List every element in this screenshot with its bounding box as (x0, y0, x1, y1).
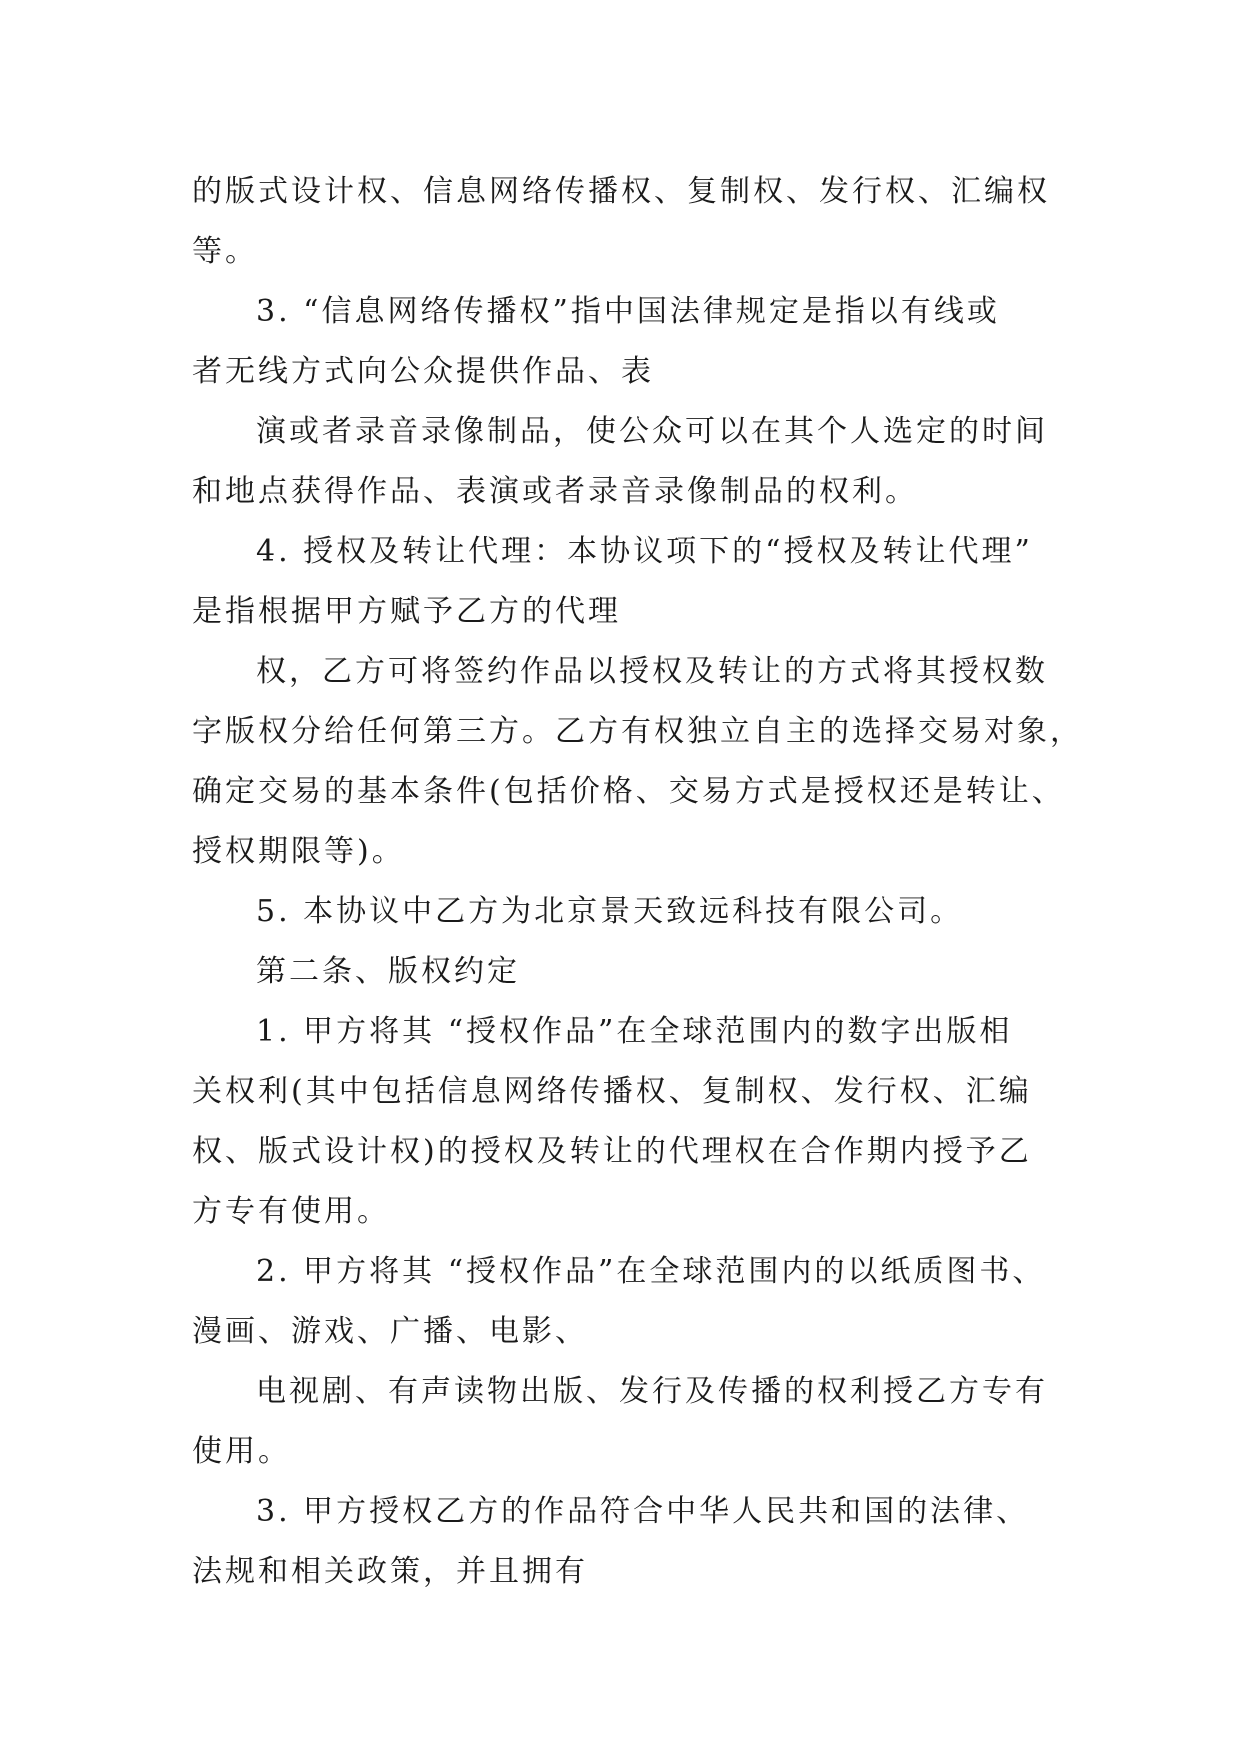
text-line: 授权期限等)。 (192, 834, 405, 869)
text-line: 关权利(其中包括信息网络传播权、复制权、发行权、汇编 (192, 1074, 1032, 1109)
text-line: 使用。 (192, 1434, 291, 1469)
clause-3-definition: 3. “信息网络传播权”指中国法律规定是指以有线或 (256, 294, 1000, 329)
text-line: 漫画、游戏、广播、电影、 (192, 1314, 588, 1349)
text-line: 演或者录音录像制品，使公众可以在其个人选定的时间 (256, 414, 1048, 449)
text-line: 电视剧、有声读物出版、发行及传播的权利授乙方专有 (256, 1374, 1048, 1409)
text-line: 法规和相关政策，并且拥有 (192, 1554, 588, 1589)
text-line: 权，乙方可将签约作品以授权及转让的方式将其授权数 (256, 654, 1048, 689)
text-line: 的版式设计权、信息网络传播权、复制权、发行权、汇编权 (192, 174, 1050, 209)
text-line: 字版权分给任何第三方。乙方有权独立自主的选择交易对象， (192, 714, 1083, 749)
clause-2-copyright: 2. 甲方将其 “授权作品”在全球范围内的以纸质图书、 (256, 1254, 1046, 1289)
clause-5-definition: 5. 本协议中乙方为北京景天致远科技有限公司。 (256, 894, 964, 929)
text-line: 是指根据甲方赋予乙方的代理 (192, 594, 621, 629)
document-body (192, 162, 1083, 1602)
section-heading: 第二条、版权约定 (256, 954, 520, 989)
clause-3-copyright: 3. 甲方授权乙方的作品符合中华人民共和国的法律、 (256, 1494, 1030, 1529)
clause-4-definition: 4. 授权及转让代理：本协议项下的“授权及转让代理” (256, 534, 1033, 569)
text-line: 权、版式设计权)的授权及转让的代理权在合作期内授予乙 (192, 1134, 1032, 1169)
text-line: 等。 (192, 234, 258, 269)
text-line: 方专有使用。 (192, 1194, 390, 1229)
text-line: 和地点获得作品、表演或者录音录像制品的权利。 (192, 474, 918, 509)
clause-1-copyright: 1. 甲方将其 “授权作品”在全球范围内的数字出版相 (256, 1014, 1013, 1049)
text-line: 者无线方式向公众提供作品、表 (192, 354, 654, 389)
text-line: 确定交易的基本条件(包括价格、交易方式是授权还是转让、 (192, 774, 1065, 809)
